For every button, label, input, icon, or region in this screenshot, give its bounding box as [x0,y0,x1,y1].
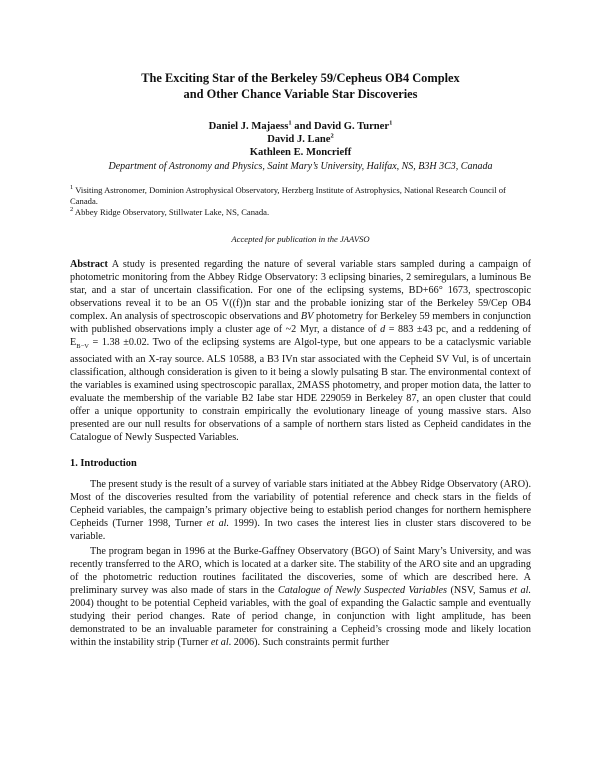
author-list [70,120,531,159]
footnotes [70,185,531,219]
abstract-label: Abstract [70,258,108,270]
affiliation: Department of Astronomy and Physics, Saint Mary’s University, Halifax, NS, B3H 3C3, Canada [108,161,493,172]
title-line-2: and Other Chance Variable Star Discoveries [183,87,418,101]
footnote-mark: 1 [70,184,74,192]
body-text: 1999). In two cases the interest lies in cluster stars discovered to be variable. [70,518,532,543]
intro-paragraph-1 [70,478,531,543]
abstract [70,258,531,445]
abstract-bv: BV [300,310,314,322]
footnote [70,207,531,218]
footnote-mark: 2 [70,206,74,214]
author-turner: and David G. Turner [291,121,390,132]
body-italic: et al. [509,584,531,596]
body-italic: et al [210,636,229,648]
author-majaess: Daniel J. Majaess [208,121,289,132]
author-line-3: Kathleen E. Moncrieff [249,147,352,158]
paper-title [70,70,531,102]
acceptance-note: Accepted for publication in the JAAVSO [231,233,370,244]
abstract-ebv-sub: B−V [76,342,89,350]
abstract-text: photometry for Berkeley 59 members in conjunction with published observations imply a cluster age of ~2 Myr, a distance of [70,310,531,335]
footnote-text: Visiting Astronomer, Dominion Astrophysical Observatory, Herzberg Institute of Astrophysics, National Research Council of Canada. [70,185,506,207]
author-lane: David J. Lane [267,134,331,145]
abstract-text: A study is presented regarding the nature of several variable stars sampled during a campaign of photometric monitoring from the Abbey Ridge Observatory: 3 eclipsing binaries, 2 semiregulars, a luminous Be star, and a star of uncertain classification. For one of the eclipsing systems, BD+66° 1673, spectroscopic observations reveal it to be an O5 V((f))n star and the probable ionizing star of the Berkeley 59/Cep OB4 complex. An analysis of spectroscopic observations and [70,258,531,322]
author-affil-mark: 1 [389,119,393,127]
author-line-2 [70,133,531,146]
footnote [70,185,531,207]
author-affil-mark: 2 [330,132,334,140]
abstract-text: = 1.38 ±0.02. Two of the eclipsing systems are Algol-type, but one appears to be a cataclysmic variable associated with an X-ray source. ALS 10588, a B3 IVn star associated with the Cepheid SV Vul, is of uncertain classification, although consideration is given to it being a slowly pulsating B star. The environmental context of the variables is examined using spectroscopic parallax, 2MASS photometry, and proper motion data, the latter to evaluate the membership of the variable B2 Iabe star HDE 229059 in Berkeley 87, an open cluster that could offer a unique opportunity to constrain empirically the evolutionary lineage of young massive stars. Also presented are our null results for observations of a sample of northern stars listed as Cepheid candidates in the Catalogue of Newly Suspected Variables. [70,336,531,444]
author-affil-mark: 1 [288,119,292,127]
abstract-text: = 883 ±43 pc, and a reddening of E [70,323,531,348]
body-text: 2004) thought to be potential Cepheid variables, with the goal of expanding the Galactic sample and eventually studying their period changes. Rate of period change, in conjunction with light amplitude, has been demonstrated to be an invaluable parameter for constraining a Cepheid’s crossing mode and likely location within the instability strip (Turner [70,597,531,648]
nsv-catalogue-title: Catalogue of Newly Suspected Variables [277,584,448,596]
body-text: The program began in 1996 at the Burke-Gaffney Observatory (BGO) of Saint Mary’s University, and was recently transferred to the ARO, which is located at a darker site. The stability of the ARO site and an upgrading of the photometric reduction routines facilitated the discoveries, some of which are described here. A preliminary survey was also made of stars in the [70,545,531,596]
paper-page [70,70,531,649]
body-text: . 2006). Such constraints permit further [228,636,390,648]
footnote-text: Abbey Ridge Observatory, Stillwater Lake, NS, Canada. [73,207,270,218]
title-line-1: The Exciting Star of the Berkeley 59/Cepheus OB4 Complex [141,71,460,85]
body-italic: et al. [206,518,230,530]
body-text: The present study is the result of a survey of variable stars initiated at the Abbey Ridge Observatory (ARO). Most of the discoveries resulted from the variability of potential reference and check stars in the fields of Cepheid variables, the campaign’s primary objective being to establish period changes for northern hemisphere Cepheids (Turner 1998, Turner [70,479,531,530]
section-heading: 1. Introduction [70,458,137,470]
body-text: (NSV, Samus [447,584,510,596]
abstract-d: d [380,323,386,335]
author-line-1 [70,120,531,133]
intro-paragraph-2 [70,545,531,649]
